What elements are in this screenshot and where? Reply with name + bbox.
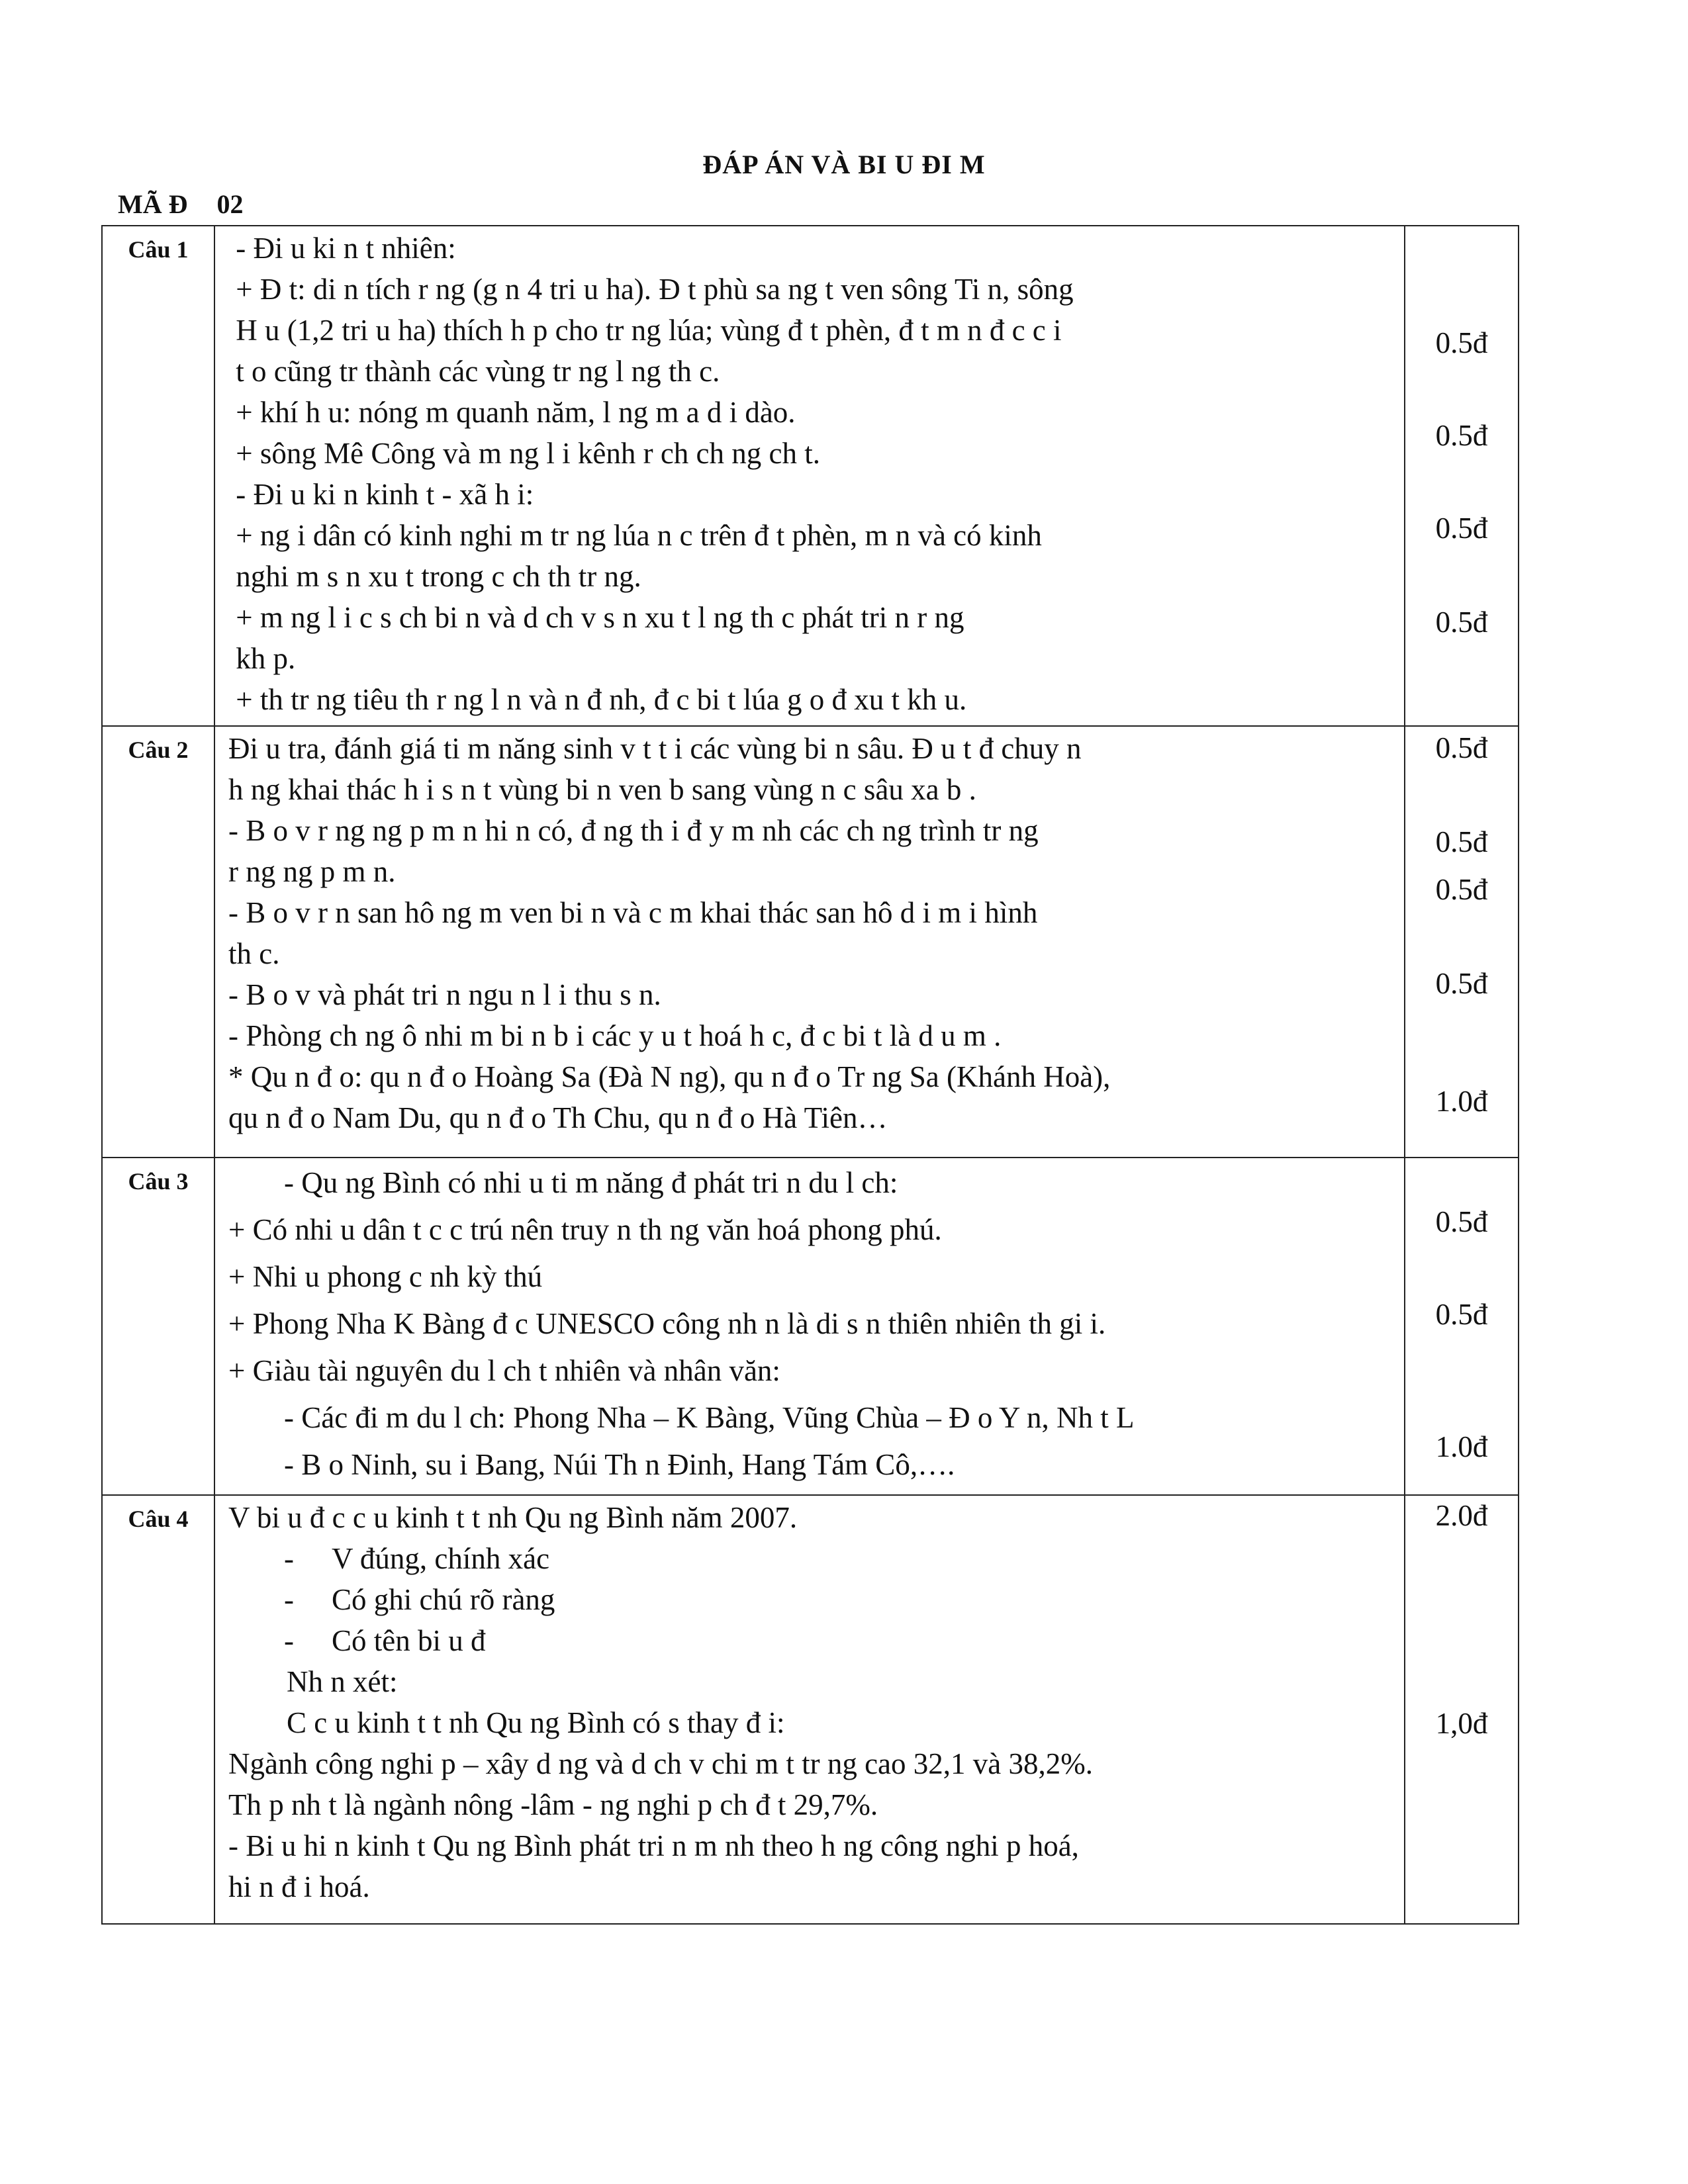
answer-content (214, 1495, 1405, 1924)
answer-line: - B o v r n san hô ng m ven bi n và c m khai thác san hô d i m i hình (228, 896, 1038, 929)
answer-line: - Qu ng Bình có nhi u ti m năng đ phát tri n du l ch: (284, 1166, 898, 1199)
answer-table (101, 225, 1519, 1925)
answer-line: V bi u đ c c u kinh t t nh Qu ng Bình năm 2007. (228, 1501, 798, 1534)
answer-line: Ngành công nghi p – xây d ng và d ch v chi m t tr ng cao 32,1 và 38,2%. (228, 1747, 1093, 1780)
answer-line: th c. (228, 937, 280, 970)
score-value: 0.5đ (1435, 731, 1488, 764)
answer-line: * Qu n đ o: qu n đ o Hoàng Sa (Đà N ng), qu n đ o Tr ng Sa (Khánh Hoà), (228, 1060, 1111, 1093)
answer-content (214, 226, 1405, 726)
score-value: 0.5đ (1435, 419, 1488, 452)
answer-content (214, 1158, 1405, 1495)
answer-line: H u (1,2 tri u ha) thích h p cho tr ng lúa; vùng đ t phèn, đ t m n đ c c i (228, 314, 1062, 347)
answer-line: hi n đ i hoá. (228, 1870, 370, 1903)
answer-line: Có ghi chú rõ ràng (332, 1583, 555, 1616)
score-value: 1.0đ (1435, 1430, 1488, 1463)
answer-line: + Phong Nha K Bàng đ c UNESCO công nh n là di s n thiên nhiên th gi i. (228, 1307, 1106, 1340)
score-value: 0.5đ (1435, 1205, 1488, 1238)
answer-line: Nh n xét: (287, 1665, 398, 1698)
answer-line: + Có nhi u dân t c c trú nên truy n th ng văn hoá phong phú. (228, 1213, 942, 1246)
answer-line: C c u kinh t t nh Qu ng Bình có s thay đ i: (287, 1706, 785, 1739)
answer-line: - Đi u ki n kinh t - xã h i: (228, 478, 534, 511)
answer-line: - B o v và phát tri n ngu n l i thu s n. (228, 978, 661, 1011)
exam-code (118, 189, 273, 220)
score-value: 0.5đ (1435, 873, 1488, 906)
answer-line: - B o Ninh, su i Bang, Núi Th n Đinh, Hang Tám Cô,…. (284, 1448, 955, 1481)
answer-line: - Các đi m du l ch: Phong Nha – K Bàng, Vũng Chùa – Đ o Y n, Nh t L (284, 1401, 1135, 1434)
answer-line: Đi u tra, đánh giá ti m năng sinh v t t i các vùng bi n sâu. Đ u t đ chuy n (228, 732, 1082, 765)
answer-line: Th p nh t là ngành nông -lâm - ng nghi p ch đ t 29,7%. (228, 1788, 878, 1821)
answer-line: + khí h u: nóng m quanh năm, l ng m a d i dào. (228, 396, 796, 429)
answer-line: - Phòng ch ng ô nhi m bi n b i các y u t hoá h c, đ c bi t là d u m . (228, 1019, 1002, 1052)
question-label: Câu 2 (102, 726, 214, 1158)
score-column (1405, 1495, 1519, 1924)
question-label: Câu 4 (102, 1495, 214, 1924)
answer-line: V đúng, chính xác (332, 1542, 550, 1575)
score-value: 1.0đ (1435, 1085, 1488, 1118)
table-row (102, 726, 1519, 1158)
answer-line: + m ng l i c s ch bi n và d ch v s n xu t l ng th c phát tri n r ng (228, 601, 964, 634)
table-row (102, 1158, 1519, 1495)
answer-line: nghi m s n xu t trong c ch th tr ng. (228, 560, 641, 593)
score-value: 0.5đ (1435, 967, 1488, 1000)
question-label: Câu 1 (102, 226, 214, 726)
bullet-dash: - (284, 1624, 294, 1657)
answer-line: qu n đ o Nam Du, qu n đ o Th Chu, qu n đ o Hà Tiên… (228, 1101, 888, 1134)
table-row (102, 1495, 1519, 1924)
score-column (1405, 226, 1519, 726)
score-column (1405, 1158, 1519, 1495)
answer-line: kh p. (228, 642, 296, 675)
exam-code-value: 02 (216, 189, 244, 219)
bullet-line (228, 1620, 1397, 1661)
score-value: 1,0đ (1435, 1707, 1488, 1740)
page-title: ĐÁP ÁN VÀ BI U ĐI M (702, 150, 986, 179)
table-row (102, 226, 1519, 726)
bullet-dash: - (284, 1542, 294, 1575)
score-value: 0.5đ (1435, 825, 1488, 858)
answer-line: - B o v r ng ng p m n hi n có, đ ng th i đ y m nh các ch ng trình tr ng (228, 814, 1039, 847)
bullet-line (228, 1538, 1397, 1579)
answer-line: + ng i dân có kinh nghi m tr ng lúa n c trên đ t phèn, m n và có kinh (228, 519, 1042, 552)
answer-line: - Bi u hi n kinh t Qu ng Bình phát tri n m nh theo h ng công nghi p hoá, (228, 1829, 1079, 1862)
bullet-line (228, 1579, 1397, 1620)
answer-line: + Nhi u phong c nh kỳ thú (228, 1260, 543, 1293)
question-label: Câu 3 (102, 1158, 214, 1495)
answer-content (214, 726, 1405, 1158)
answer-line: + sông Mê Công và m ng l i kênh r ch ch ng ch t. (228, 437, 821, 470)
score-column (1405, 726, 1519, 1158)
answer-line: + Đ t: di n tích r ng (g n 4 tri u ha). Đ t phù sa ng t ven sông Ti n, sông (228, 273, 1074, 306)
answer-line: h ng khai thác h i s n t vùng bi n ven b sang vùng n c sâu xa b . (228, 773, 976, 806)
answer-line: + Giàu tài nguyên du l ch t nhiên và nhân văn: (228, 1354, 780, 1387)
score-value: 0.5đ (1435, 326, 1488, 359)
score-value: 0.5đ (1435, 606, 1488, 639)
exam-code-label: MÃ Đ (118, 189, 188, 219)
answer-line: r ng ng p m n. (228, 855, 396, 888)
answer-line: - Đi u ki n t nhiên: (228, 232, 456, 265)
bullet-dash: - (284, 1583, 294, 1616)
answer-line: + th tr ng tiêu th r ng l n và n đ nh, đ c bi t lúa g o đ xu t kh u. (228, 683, 967, 716)
score-value: 0.5đ (1435, 512, 1488, 545)
score-value: 0.5đ (1435, 1298, 1488, 1331)
score-value: 2.0đ (1435, 1499, 1488, 1532)
answer-line: Có tên bi u đ (332, 1624, 486, 1657)
answer-line: t o cũng tr thành các vùng tr ng l ng th c. (228, 355, 720, 388)
